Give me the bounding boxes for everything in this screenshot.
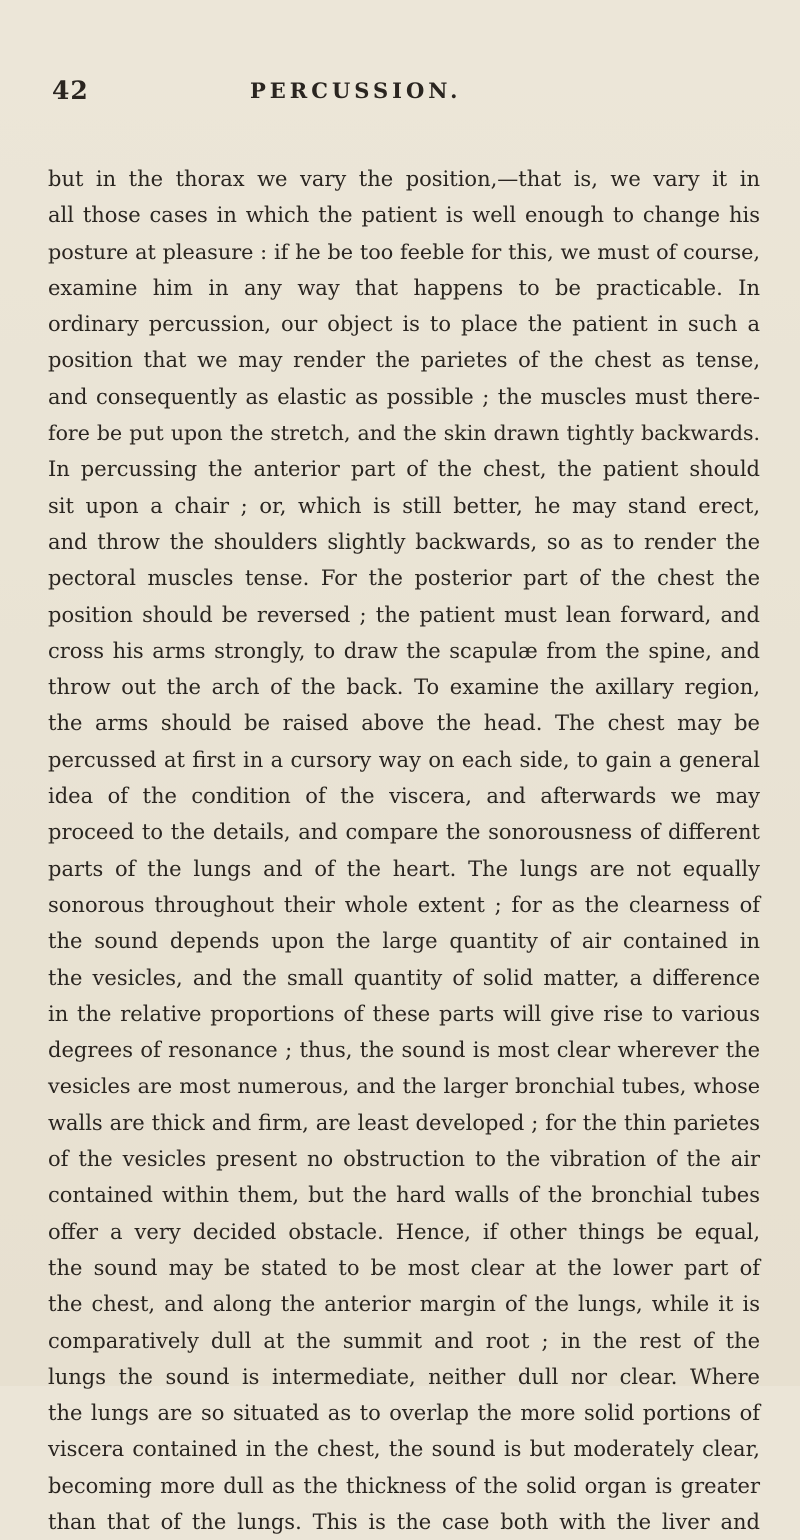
text-line: fore be put upon the stretch, and the skin drawn tightly backwards. <box>48 421 760 446</box>
text-line: lungs the sound is intermediate, neither dull nor clear. Where <box>48 1364 760 1389</box>
text-line: idea of the condition of the viscera, and afterwards we may <box>48 784 760 809</box>
text-line: the arms should be raised above the head. The chest may be <box>48 711 760 736</box>
body-text <box>48 161 760 1540</box>
text-line: contained within them, but the hard walls of the bronchial tubes <box>48 1183 760 1208</box>
text-line: position should be reversed ; the patient must lean forward, and <box>48 602 760 627</box>
text-line: throw out the arch of the back. To examine the axillary region, <box>48 675 760 700</box>
text-line: sit upon a chair ; or, which is still better, he may stand erect, <box>48 493 760 518</box>
text-line: degrees of resonance ; thus, the sound is most clear wherever the <box>48 1038 760 1063</box>
text-line: sonorous throughout their whole extent ; for as the clearness of <box>48 892 760 917</box>
running-head: PERCUSSION. <box>250 78 462 103</box>
text-line: position that we may render the parietes of the chest as tense, <box>48 348 760 373</box>
text-line: posture at pleasure : if he be too feeble for this, we must of course, <box>48 239 760 264</box>
text-line: the vesicles, and the small quantity of solid matter, a difference <box>48 965 760 990</box>
text-line: viscera contained in the chest, the sound is but moderately clear, <box>48 1437 760 1462</box>
text-line: cross his arms strongly, to draw the scapulæ from the spine, and <box>48 638 760 663</box>
text-line: walls are thick and firm, are least developed ; for the thin parietes <box>48 1110 760 1135</box>
text-line: pectoral muscles tense. For the posterior part of the chest the <box>48 566 760 591</box>
text-line: percussed at first in a cursory way on each side, to gain a general <box>48 747 760 772</box>
text-line: the sound depends upon the large quantity of air contained in <box>48 929 760 954</box>
text-line: In percussing the anterior part of the chest, the patient should <box>48 457 760 482</box>
text-line: becoming more dull as the thickness of the solid organ is greater <box>48 1473 760 1498</box>
text-line: in the relative proportions of these parts will give rise to various <box>48 1001 760 1026</box>
text-line: examine him in any way that happens to be practicable. In <box>48 275 760 300</box>
text-line: parts of the lungs and of the heart. The lungs are not equally <box>48 856 760 881</box>
text-line: all those cases in which the patient is well enough to change his <box>48 203 760 228</box>
text-line: comparatively dull at the summit and root ; in the rest of the <box>48 1328 760 1353</box>
text-line: vesicles are most numerous, and the larger bronchial tubes, whose <box>48 1074 760 1099</box>
text-line: ordinary percussion, our object is to place the patient in such a <box>48 312 760 337</box>
text-line: the chest, and along the anterior margin of the lungs, while it is <box>48 1292 760 1317</box>
text-line: than that of the lungs. This is the case both with the liver and <box>48 1509 760 1534</box>
page-header <box>52 76 772 116</box>
text-line: but in the thorax we vary the position,—that is, we vary it in <box>48 167 760 191</box>
text-line: and consequently as elastic as possible ; the muscles must there- <box>48 384 760 409</box>
text-line: and throw the shoulders slightly backwards, so as to render the <box>48 529 760 554</box>
text-line: of the vesicles present no obstruction to the vibration of the air <box>48 1147 760 1172</box>
text-line: the lungs are so situated as to overlap the more solid portions of <box>48 1401 760 1426</box>
text-line: proceed to the details, and compare the sonorousness of different <box>48 820 760 845</box>
page-number: 42 <box>52 76 89 105</box>
text-line: the sound may be stated to be most clear at the lower part of <box>48 1255 760 1280</box>
text-line: offer a very decided obstacle. Hence, if other things be equal, <box>48 1219 760 1244</box>
